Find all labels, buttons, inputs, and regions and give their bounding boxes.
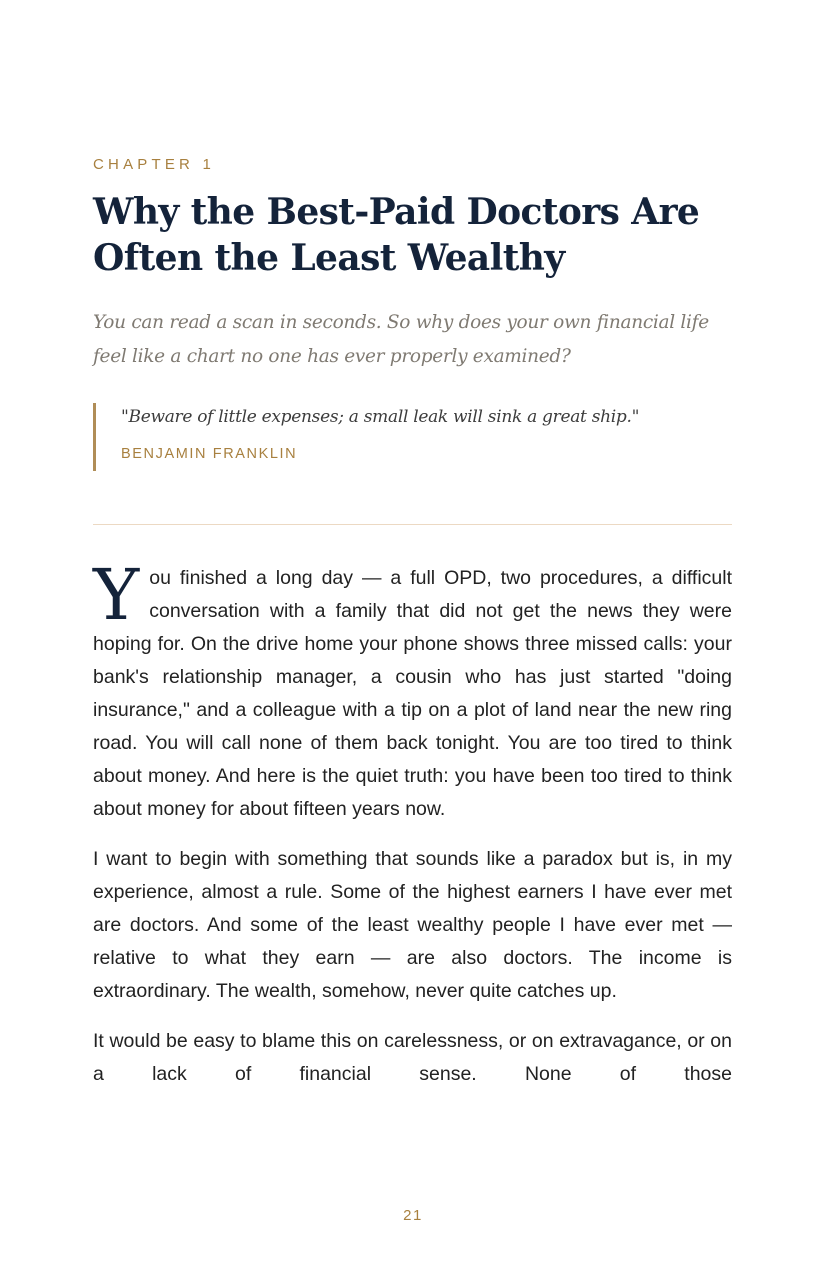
chapter-subtitle: You can read a scan in seconds. So why does your own financial life feel like a chart no one has ever properly examined? [93, 312, 709, 367]
body-paragraph: It would be easy to blame this on carelessness, or on extravagance, or on a lack of financial sense. None of those [93, 1030, 732, 1085]
page-number: 21 [403, 1207, 423, 1224]
body-paragraph: I want to begin with something that sounds like a paradox but is, in my experience, almost a rule. Some of the highest earners I have ever met are doctors. And some of the least wealthy people I have ever met — relative to what they earn — are also doctors. The income is extraordinary. The wealth, somehow, never quite catches up. [93, 848, 732, 1002]
paragraph-text: ou finished a long day — a full OPD, two procedures, a difficult conversation with a family that did not get the news they were hoping for. On the drive home your phone shows three missed calls: your bank's relationship manager, a cousin who has just started "doing insurance," and a colleague with a tip on a plot of land near the new ring road. You will call none of them back tonight. You are too tired to think about money. And here is the quiet truth: you have been too tired to think about money for about fifteen years now. [93, 567, 732, 820]
epigraph [93, 403, 723, 471]
epigraph-quote: "Beware of little expenses; a small leak will sink a great ship." [121, 407, 640, 427]
section-divider [93, 524, 732, 525]
chapter-label: CHAPTER 1 [93, 156, 215, 173]
drop-cap: Y [93, 554, 140, 636]
chapter-title: Why the Best-Paid Doctors Are Often the Least Wealthy [93, 191, 700, 279]
body-paragraph [93, 554, 732, 826]
epigraph-author: BENJAMIN FRANKLIN [121, 446, 298, 462]
chapter-body [93, 554, 732, 1108]
